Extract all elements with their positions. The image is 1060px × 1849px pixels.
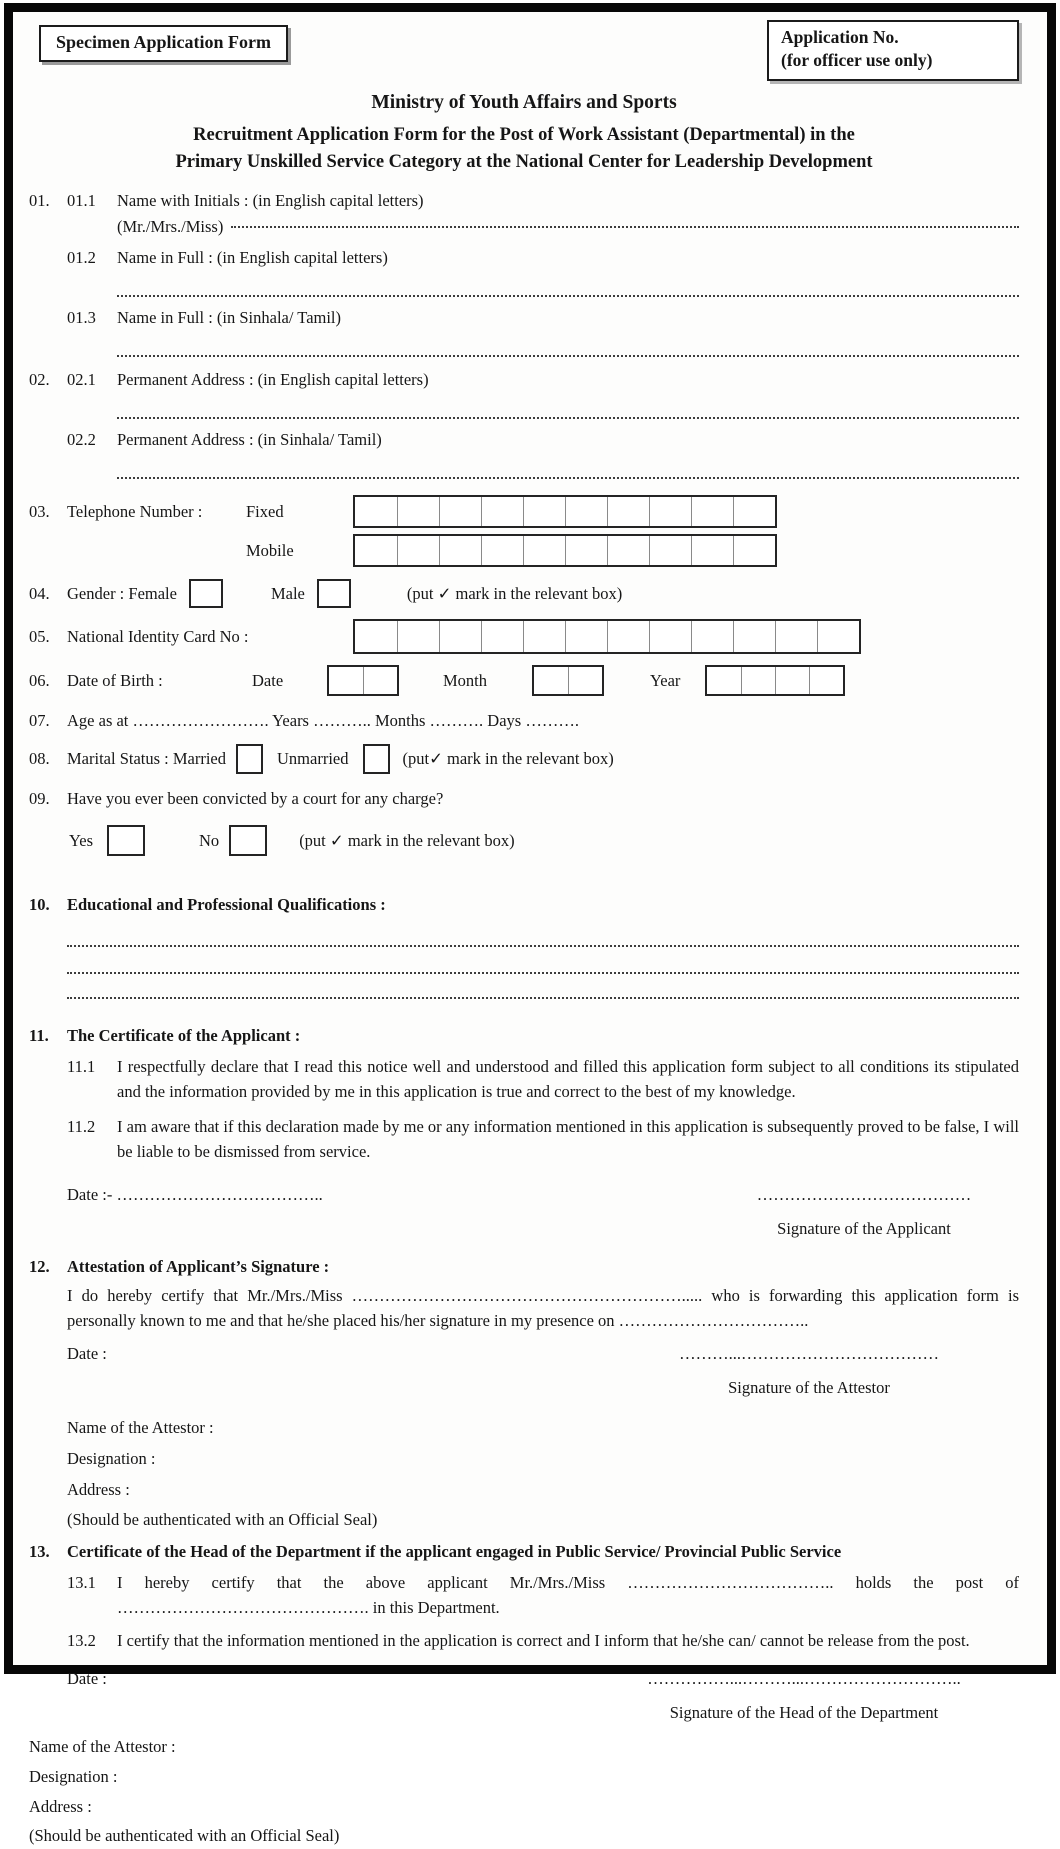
declaration-11-1: I respectfully declare that I read this notice well and understood and filled this application form subject to all conditions its stipulated and the information provided by me in this application is true and correct to the best of my knowledge. xyxy=(117,1057,1019,1102)
char-cell[interactable] xyxy=(775,667,809,694)
gender-male-label: Male xyxy=(270,583,305,603)
name-full-sinhala-field[interactable] xyxy=(117,354,1019,357)
char-cell[interactable] xyxy=(607,536,649,565)
char-cell[interactable] xyxy=(733,621,775,652)
char-cell[interactable] xyxy=(568,667,602,694)
certificate-heading: The Certificate of the Applicant : xyxy=(67,1026,301,1046)
dob-label: Date of Birth : xyxy=(67,670,163,690)
specimen-label-box xyxy=(39,25,288,62)
item-11-2-number: 11.2 xyxy=(67,1117,96,1137)
name-full-english-field[interactable] xyxy=(117,294,1019,297)
gender-male-checkbox[interactable] xyxy=(317,579,351,608)
char-cell[interactable] xyxy=(733,497,775,526)
form-title-line1: Recruitment Application Form for the Post of Work Assistant (Departmental) in the xyxy=(193,125,855,146)
item-11-1-number: 11.1 xyxy=(67,1057,96,1077)
footer-designation-label[interactable]: Designation : xyxy=(29,1767,118,1787)
item-01-3-number: 01.3 xyxy=(67,308,96,328)
declaration-11-2: I am aware that if this declaration made by me or any information mentioned in this application is subsequently proved to be false, I will be liable to be dismissed from service. xyxy=(117,1117,1019,1162)
qualifications-heading: Educational and Professional Qualifications : xyxy=(67,895,386,915)
section-06-dob xyxy=(29,665,1019,696)
marital-married-checkbox[interactable] xyxy=(236,744,263,774)
head-signature-block xyxy=(639,1666,969,1726)
item-01-2-label: Name in Full : (in English capital letters) xyxy=(117,248,388,268)
dob-month-label: Month xyxy=(443,670,488,690)
section-06-number: 06. xyxy=(29,670,50,690)
char-cell[interactable] xyxy=(397,621,439,652)
head-signature-field[interactable]: ……………...………...……………………….. xyxy=(647,1669,961,1689)
telephone-mobile-grid[interactable] xyxy=(353,534,777,567)
name-initials-prefix: (Mr./Mrs./Miss) xyxy=(117,217,224,237)
char-cell[interactable] xyxy=(355,497,397,526)
attestor-designation-label[interactable]: Designation : xyxy=(67,1449,156,1469)
attestor-address-label[interactable]: Address : xyxy=(67,1480,130,1500)
char-cell[interactable] xyxy=(534,667,568,694)
section-12-number: 12. xyxy=(29,1257,50,1277)
section-10-qualifications xyxy=(29,892,1019,999)
form-title xyxy=(29,122,1019,176)
gender-female-label: Gender : Female xyxy=(67,583,177,603)
char-cell[interactable] xyxy=(607,497,649,526)
char-cell[interactable] xyxy=(817,621,859,652)
dob-year-grid[interactable] xyxy=(705,665,845,696)
char-cell[interactable] xyxy=(649,497,691,526)
convicted-yes-checkbox[interactable] xyxy=(107,825,145,856)
marital-note: (put✓ mark in the relevant box) xyxy=(402,749,614,769)
dob-date-label: Date xyxy=(252,670,284,690)
specimen-label: Specimen Application Form xyxy=(56,32,271,52)
address-english-field[interactable] xyxy=(117,416,1019,419)
marital-unmarried-checkbox[interactable] xyxy=(363,744,390,774)
attestor-name-label[interactable]: Name of the Attestor : xyxy=(67,1418,214,1438)
attestor-signature-field[interactable]: ………...……………………………… xyxy=(679,1344,939,1364)
section-07-age xyxy=(29,708,1019,734)
form-page xyxy=(4,3,1056,1846)
section-04-gender xyxy=(29,579,1019,608)
attestor-date-label[interactable]: Date : xyxy=(67,1344,107,1364)
char-cell[interactable] xyxy=(691,621,733,652)
char-cell[interactable] xyxy=(649,621,691,652)
footer-attestor-block xyxy=(29,1734,1019,1849)
item-02-1-label: Permanent Address : (in English capital letters) xyxy=(117,370,429,390)
qualifications-field-1[interactable] xyxy=(67,944,1019,947)
char-cell[interactable] xyxy=(355,621,397,652)
char-cell[interactable] xyxy=(565,497,607,526)
applicant-signature-field[interactable]: ………………………………… xyxy=(756,1185,972,1205)
gender-note: (put ✓ mark in the relevant box) xyxy=(406,583,623,603)
applicant-signature-label: Signature of the Applicant xyxy=(777,1219,951,1239)
char-cell[interactable] xyxy=(691,536,733,565)
section-12-attestation xyxy=(29,1254,1019,1533)
char-cell[interactable] xyxy=(397,536,439,565)
char-cell[interactable] xyxy=(565,536,607,565)
char-cell[interactable] xyxy=(707,667,741,694)
applicant-signature-block xyxy=(709,1182,1019,1242)
attestor-signature-block xyxy=(659,1341,959,1401)
char-cell[interactable] xyxy=(439,497,481,526)
char-cell[interactable] xyxy=(439,536,481,565)
char-cell[interactable] xyxy=(523,497,565,526)
section-01-number: 01. xyxy=(29,191,50,211)
item-02-1-number: 02.1 xyxy=(67,370,96,390)
section-11-certificate xyxy=(29,1023,1019,1242)
footer-attestor-name-label[interactable]: Name of the Attestor : xyxy=(29,1737,176,1757)
form-title-line2: Primary Unskilled Service Category at the National Center for Leadership Development xyxy=(175,152,873,173)
char-cell[interactable] xyxy=(329,667,363,694)
item-01-1-label: Name with Initials : (in English capital letters) xyxy=(117,191,424,211)
section-04-number: 04. xyxy=(29,583,50,603)
attestor-signature-label: Signature of the Attestor xyxy=(728,1378,890,1398)
head-certificate-heading: Certificate of the Head of the Department if the applicant engaged in Public Service/ Provincial Public Service xyxy=(67,1542,842,1562)
char-cell[interactable] xyxy=(809,667,843,694)
head-certificate-13-1: I hereby certify that the above applicant Mr./Mrs./Miss ……………………………….. holds the post of ………………………………………. in this Department. xyxy=(117,1573,1019,1618)
header xyxy=(29,20,1019,81)
qualifications-field-3[interactable] xyxy=(67,996,1019,999)
item-02-2-number: 02.2 xyxy=(67,430,96,450)
section-07-number: 07. xyxy=(29,711,50,731)
telephone-mobile-label: Mobile xyxy=(246,540,294,560)
attestation-heading: Attestation of Applicant’s Signature : xyxy=(67,1257,330,1277)
char-cell[interactable] xyxy=(481,497,523,526)
qualifications-field-2[interactable] xyxy=(67,971,1019,974)
section-03-number: 03. xyxy=(29,501,50,521)
char-cell[interactable] xyxy=(523,621,565,652)
nic-grid[interactable] xyxy=(353,619,861,654)
item-01-1-number: 01.1 xyxy=(67,191,96,211)
section-10-number: 10. xyxy=(29,895,50,915)
char-cell[interactable] xyxy=(439,621,481,652)
section-09-number: 09. xyxy=(29,789,50,809)
char-cell[interactable] xyxy=(775,621,817,652)
section-13-number: 13. xyxy=(29,1542,50,1562)
section-13-head-certificate xyxy=(29,1539,1019,1726)
char-cell[interactable] xyxy=(523,536,565,565)
telephone-label: Telephone Number : xyxy=(67,501,203,521)
address-sinhala-field[interactable] xyxy=(117,476,1019,479)
dob-year-label: Year xyxy=(650,670,681,690)
char-cell[interactable] xyxy=(741,667,775,694)
age-line[interactable]: Age as at ……………………. Years ……….. Months ………. Days ………. xyxy=(67,711,579,731)
head-signature-label: Signature of the Head of the Department xyxy=(669,1703,939,1723)
section-02-address xyxy=(29,367,1019,479)
applicant-date-line[interactable]: Date :- ……………………………….. xyxy=(67,1185,323,1205)
name-initials-field[interactable] xyxy=(231,226,1019,228)
convicted-question: Have you ever been convicted by a court for any charge? xyxy=(67,789,444,809)
attestation-body: I do hereby certify that Mr./Mrs./Miss ……………………………………………………..... who is forwarding this application form is personally known to me and that he/she placed his/her signature in my presence on …………………………….. xyxy=(67,1286,1019,1331)
convicted-note: (put ✓ mark in the relevant box) xyxy=(299,830,515,850)
item-13-2-number: 13.2 xyxy=(67,1631,96,1651)
char-cell[interactable] xyxy=(355,536,397,565)
application-no-note: (for officer use only) xyxy=(781,50,933,71)
char-cell[interactable] xyxy=(363,667,397,694)
item-13-1-number: 13.1 xyxy=(67,1573,96,1593)
section-09-convicted xyxy=(29,786,1019,856)
dob-month-grid[interactable] xyxy=(532,665,604,696)
char-cell[interactable] xyxy=(397,497,439,526)
item-01-3-label: Name in Full : (in Sinhala/ Tamil) xyxy=(117,308,342,328)
char-cell[interactable] xyxy=(691,497,733,526)
footer-address-label[interactable]: Address : xyxy=(29,1797,92,1817)
attestor-seal-note: (Should be authenticated with an Official Seal) xyxy=(67,1510,378,1530)
section-08-number: 08. xyxy=(29,749,50,769)
char-cell[interactable] xyxy=(733,536,775,565)
section-02-number: 02. xyxy=(29,370,50,390)
section-01-name xyxy=(29,188,1019,357)
footer-seal-note: (Should be authenticated with an Official Seal) xyxy=(29,1826,340,1846)
section-05-nic xyxy=(29,619,1019,654)
telephone-fixed-grid[interactable] xyxy=(353,495,777,528)
gender-female-checkbox[interactable] xyxy=(189,579,223,608)
marital-married-label: Marital Status : Married xyxy=(67,749,227,769)
char-cell[interactable] xyxy=(649,536,691,565)
head-date-label[interactable]: Date : xyxy=(67,1669,107,1689)
dob-date-grid[interactable] xyxy=(327,665,399,696)
application-no-box xyxy=(767,20,1019,81)
telephone-fixed-label: Fixed xyxy=(246,501,284,521)
char-cell[interactable] xyxy=(481,621,523,652)
convicted-yes-label: Yes xyxy=(69,830,94,850)
application-no-label: Application No. xyxy=(781,27,899,47)
char-cell[interactable] xyxy=(481,536,523,565)
section-11-number: 11. xyxy=(29,1026,49,1046)
ministry-title: Ministry of Youth Affairs and Sports xyxy=(371,92,677,114)
section-08-marital xyxy=(29,744,1019,774)
marital-unmarried-label: Unmarried xyxy=(277,749,349,769)
convicted-no-label: No xyxy=(199,830,220,850)
char-cell[interactable] xyxy=(565,621,607,652)
item-01-2-number: 01.2 xyxy=(67,248,96,268)
item-02-2-label: Permanent Address : (in Sinhala/ Tamil) xyxy=(117,430,382,450)
nic-label: National Identity Card No : xyxy=(67,626,249,646)
section-05-number: 05. xyxy=(29,626,50,646)
head-certificate-13-2: I certify that the information mentioned in the application is correct and I inform that he/she can/ cannot be release from the post. xyxy=(117,1631,970,1651)
convicted-no-checkbox[interactable] xyxy=(229,825,267,856)
section-03-telephone xyxy=(29,495,1019,567)
char-cell[interactable] xyxy=(607,621,649,652)
